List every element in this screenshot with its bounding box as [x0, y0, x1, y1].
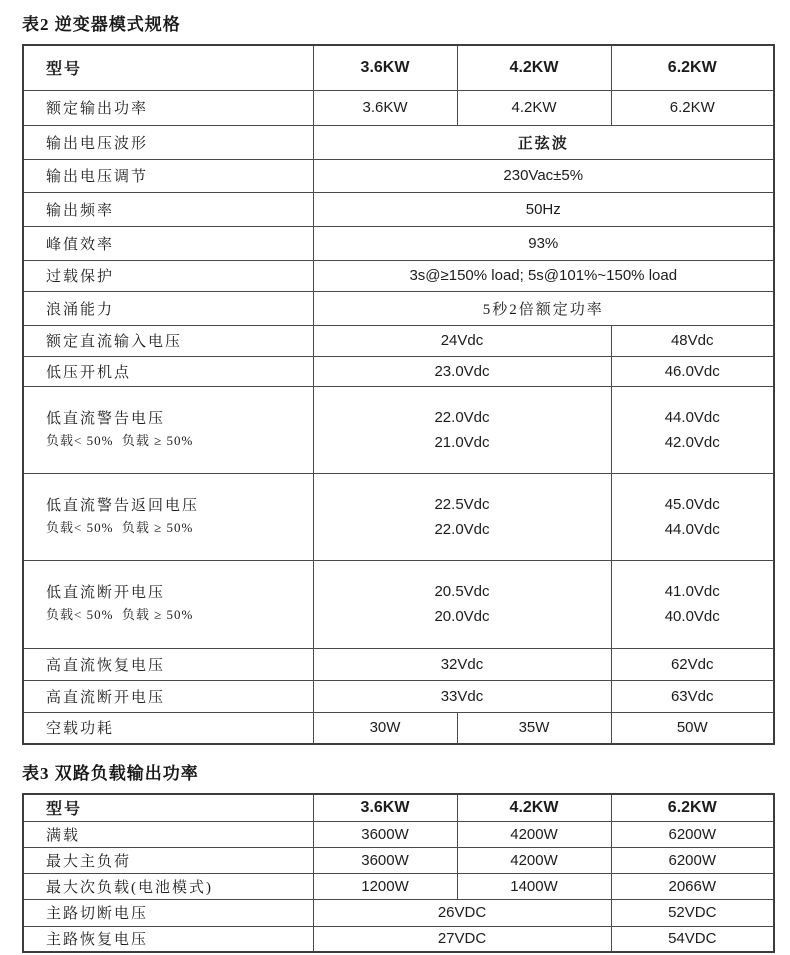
row-label — [23, 386, 313, 473]
row-label: 峰值效率 — [23, 226, 313, 260]
table-row-model-header — [23, 45, 774, 90]
value-cell: 52VDC — [611, 899, 774, 926]
value-cell: 2066W — [611, 873, 774, 899]
value-cell: 6.2KW — [611, 90, 774, 125]
row-label: 主路恢复电压 — [23, 926, 313, 952]
value-cell: 4.2KW — [457, 90, 611, 125]
row-label: 高直流断开电压 — [23, 680, 313, 712]
table-row-overload-protection — [23, 260, 774, 291]
value-cell: 62Vdc — [611, 648, 774, 680]
table-row-model-header — [23, 794, 774, 821]
value-cell: 33Vdc — [313, 680, 611, 712]
table-row-waveform — [23, 125, 774, 159]
row-label: 低压开机点 — [23, 356, 313, 386]
value-cell: 正弦波 — [313, 125, 774, 159]
value-line: 22.5Vdc — [434, 495, 490, 513]
table-row-rated-power — [23, 90, 774, 125]
model-header-cell: 6.2KW — [611, 794, 774, 821]
table2-title: 表2 逆变器模式规格 — [22, 15, 181, 34]
value-line: 44.0Vdc — [664, 408, 720, 426]
table-row-high-dc-cutoff — [23, 680, 774, 712]
value-line: 21.0Vdc — [434, 433, 490, 451]
table3-title: 表3 双路负载输出功率 — [22, 764, 199, 783]
value-line: 41.0Vdc — [664, 583, 720, 600]
row-label-main: 低直流警告返回电压 — [46, 497, 200, 514]
value-cell: 3s@≥150% load; 5s@101%~150% load — [313, 260, 774, 291]
value-line: 20.5Vdc — [434, 583, 490, 600]
value-cell — [313, 386, 611, 473]
model-header-cell: 3.6KW — [313, 45, 457, 90]
value-line: 40.0Vdc — [664, 608, 720, 625]
value-cell: 26VDC — [313, 899, 611, 926]
model-header-cell: 3.6KW — [313, 794, 457, 821]
value-cell: 32Vdc — [313, 648, 611, 680]
row-label: 主路切断电压 — [23, 899, 313, 926]
value-cell: 230Vac±5% — [313, 159, 774, 192]
table-row-low-dc-cutoff — [23, 560, 774, 648]
table-row-low-dc-warning — [23, 386, 774, 473]
value-line: 45.0Vdc — [664, 495, 720, 513]
value-cell: 1200W — [313, 873, 457, 899]
row-label: 输出电压调节 — [23, 159, 313, 192]
inverter-spec-table — [22, 44, 775, 745]
row-label-sub: 负载< 50% 负载 ≥ 50% — [46, 607, 194, 622]
table-row-frequency — [23, 192, 774, 226]
value-cell: 50Hz — [313, 192, 774, 226]
spacer — [22, 745, 790, 759]
value-cell: 93% — [313, 226, 774, 260]
value-cell: 6200W — [611, 847, 774, 873]
row-label-main: 低直流警告电压 — [46, 410, 166, 427]
value-line: 44.0Vdc — [664, 520, 720, 538]
table-row-max-main-load — [23, 847, 774, 873]
table-row-low-dc-warning-return — [23, 473, 774, 560]
value-cell: 6200W — [611, 821, 774, 847]
value-cell: 23.0Vdc — [313, 356, 611, 386]
table-row-no-load-power — [23, 712, 774, 744]
value-cell — [611, 386, 774, 473]
table-row-max-secondary-load — [23, 873, 774, 899]
model-header-cell: 4.2KW — [457, 45, 611, 90]
table-row-surge-capacity — [23, 291, 774, 325]
value-line: 22.0Vdc — [434, 408, 490, 426]
value-cell: 48Vdc — [611, 325, 774, 356]
row-label: 浪涌能力 — [23, 291, 313, 325]
model-header-cell: 4.2KW — [457, 794, 611, 821]
row-label: 输出频率 — [23, 192, 313, 226]
value-cell: 27VDC — [313, 926, 611, 952]
dual-load-output-table — [22, 793, 775, 953]
table-row-main-cutoff-voltage — [23, 899, 774, 926]
model-header-cell: 6.2KW — [611, 45, 774, 90]
row-label: 最大主负荷 — [23, 847, 313, 873]
table-row-peak-efficiency — [23, 226, 774, 260]
value-line: 20.0Vdc — [434, 608, 490, 625]
row-label: 型号 — [23, 794, 313, 821]
table-row-voltage-regulation — [23, 159, 774, 192]
row-label: 空载功耗 — [23, 712, 313, 744]
table-row-rated-dc-input — [23, 325, 774, 356]
value-cell: 30W — [313, 712, 457, 744]
value-cell: 50W — [611, 712, 774, 744]
value-cell: 63Vdc — [611, 680, 774, 712]
value-line: 42.0Vdc — [664, 433, 720, 451]
value-cell: 54VDC — [611, 926, 774, 952]
value-cell: 5秒2倍额定功率 — [313, 291, 774, 325]
value-cell: 35W — [457, 712, 611, 744]
value-cell — [611, 473, 774, 560]
row-label: 满载 — [23, 821, 313, 847]
row-label: 过载保护 — [23, 260, 313, 291]
row-label: 最大次负载(电池模式) — [23, 873, 313, 899]
row-label: 输出电压波形 — [23, 125, 313, 159]
value-cell — [313, 473, 611, 560]
row-label: 型号 — [23, 45, 313, 90]
row-label-sub: 负载< 50% 负载 ≥ 50% — [46, 432, 194, 448]
table-row-main-recovery-voltage — [23, 926, 774, 952]
row-label: 额定直流输入电压 — [23, 325, 313, 356]
value-cell: 24Vdc — [313, 325, 611, 356]
row-label: 额定输出功率 — [23, 90, 313, 125]
value-cell: 1400W — [457, 873, 611, 899]
row-label — [23, 560, 313, 648]
table-row-high-dc-recovery — [23, 648, 774, 680]
table-row-low-voltage-start — [23, 356, 774, 386]
value-cell — [611, 560, 774, 648]
value-cell — [313, 560, 611, 648]
row-label-main: 低直流断开电压 — [46, 585, 166, 601]
value-cell: 4200W — [457, 847, 611, 873]
value-line: 22.0Vdc — [434, 520, 490, 538]
table-row-full-load — [23, 821, 774, 847]
value-cell: 3600W — [313, 821, 457, 847]
value-cell: 4200W — [457, 821, 611, 847]
value-cell: 3600W — [313, 847, 457, 873]
row-label-sub: 负载< 50% 负载 ≥ 50% — [46, 519, 194, 535]
row-label — [23, 473, 313, 560]
value-cell: 3.6KW — [313, 90, 457, 125]
value-cell: 46.0Vdc — [611, 356, 774, 386]
row-label: 高直流恢复电压 — [23, 648, 313, 680]
